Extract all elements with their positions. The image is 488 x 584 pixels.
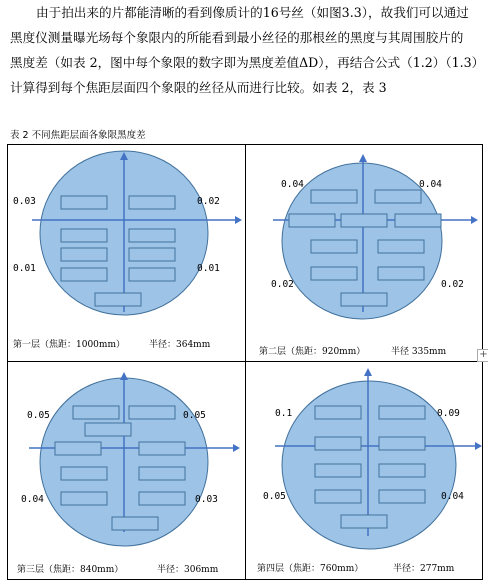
wire-marker	[379, 437, 425, 450]
quadrant-value-top-left: 0.04	[281, 179, 304, 190]
quadrant-value-bottom-left: 0.01	[13, 263, 36, 274]
layer-footer: 第二层（焦距：920mm）	[259, 347, 366, 357]
wire-marker	[61, 268, 107, 281]
y-axis-arrow	[359, 154, 367, 162]
paragraph-line: 由于拍出来的片都能清晰的看到像质计的16号丝（如图3.3），故我们可以通过	[36, 5, 469, 20]
radius-footer: 半径：364mm	[149, 340, 211, 350]
wire-marker	[61, 196, 107, 209]
wire-marker	[85, 423, 131, 436]
plus-icon[interactable]: +	[477, 349, 488, 362]
wire-marker	[61, 229, 107, 242]
quadrant-value-bottom-right: 0.03	[195, 494, 218, 505]
layer-panel-3	[7, 362, 245, 579]
quadrant-diagram	[7, 362, 245, 579]
wire-marker	[289, 214, 335, 227]
quadrant-diagram	[245, 362, 483, 579]
wire-marker	[341, 515, 387, 528]
wire-marker	[129, 248, 175, 261]
x-axis-arrow	[235, 216, 242, 224]
wire-marker	[379, 490, 425, 503]
wire-marker	[379, 464, 425, 477]
y-axis-arrow	[364, 368, 372, 376]
wire-marker	[395, 214, 441, 227]
wire-marker	[315, 406, 361, 419]
wire-marker	[139, 492, 185, 505]
wire-marker	[73, 406, 119, 419]
wire-marker	[315, 437, 361, 450]
wire-marker	[112, 517, 158, 530]
quadrant-value-bottom-left: 0.02	[271, 279, 294, 290]
quadrant-value-top-right: 0.05	[183, 410, 206, 421]
wire-marker	[55, 442, 101, 455]
wire-marker	[315, 464, 361, 477]
quadrant-value-bottom-right: 0.02	[441, 279, 464, 290]
radius-footer: 半径：277mm	[393, 564, 455, 574]
wire-marker	[129, 268, 175, 281]
quadrant-value-top-right: 0.09	[437, 408, 460, 419]
quadrant-value-top-right: 0.02	[197, 196, 220, 207]
wire-marker	[378, 240, 424, 253]
quadrant-value-top-left: 0.1	[275, 408, 293, 419]
layer-panel-4	[245, 362, 483, 579]
x-axis-arrow	[233, 444, 240, 452]
paragraph-line: 计算得到每个焦距层面四个象限的丝径从而进行比较。如表 2，表 3	[10, 80, 387, 95]
wire-marker	[61, 248, 107, 261]
wire-marker	[379, 406, 425, 419]
paragraph-line: 黑度仪测量曝光场每个象限内的所能看到最小丝径的那根丝的黑度与其周围胶片的	[10, 30, 464, 45]
layer-panel-2	[245, 144, 483, 361]
wire-marker	[61, 492, 107, 505]
wire-marker	[139, 467, 185, 480]
x-axis-arrow	[475, 442, 482, 450]
paragraph-line: 黑度差（如表 2，图中每个象限的数字即为黑度差值ΔD），再结合公式（1.2）（1.3）	[10, 55, 485, 70]
radius-footer: 半径：306mm	[157, 565, 219, 575]
quadrant-value-bottom-right: 0.01	[197, 263, 220, 274]
quadrant-value-top-left: 0.05	[27, 410, 50, 421]
x-axis-arrow	[471, 216, 478, 224]
layer-footer: 第四层（焦距：760mm）	[257, 564, 364, 574]
wire-marker	[378, 267, 424, 280]
quadrant-value-bottom-left: 0.04	[21, 494, 44, 505]
body-paragraph	[10, 0, 486, 100]
wire-marker	[311, 267, 357, 280]
y-axis-arrow	[120, 372, 128, 380]
layer-footer: 第三层（焦距：840mm）	[17, 565, 124, 575]
table-caption: 表 2 不同焦距层面各象限黑度差	[10, 130, 146, 141]
wire-marker	[315, 490, 361, 503]
layer-panel-1	[7, 144, 245, 361]
wire-marker	[129, 196, 175, 209]
wire-marker	[129, 406, 175, 419]
wire-marker	[341, 293, 387, 306]
wire-marker	[341, 214, 387, 227]
wire-marker	[129, 229, 175, 242]
density-table	[7, 144, 483, 580]
wire-marker	[95, 293, 141, 306]
quadrant-diagram	[245, 144, 483, 361]
wire-marker	[61, 467, 107, 480]
radius-footer: 半径 335mm	[391, 347, 447, 357]
wire-marker	[311, 190, 357, 203]
wire-marker	[375, 190, 421, 203]
quadrant-value-bottom-right: 0.04	[441, 491, 464, 502]
layer-footer: 第一层（焦距：1000mm）	[13, 340, 125, 350]
quadrant-value-top-left: 0.03	[13, 196, 36, 207]
wire-marker	[139, 442, 185, 455]
quadrant-value-top-right: 0.04	[419, 179, 442, 190]
quadrant-value-bottom-left: 0.05	[263, 491, 286, 502]
wire-marker	[311, 240, 357, 253]
quadrant-diagram	[7, 144, 245, 361]
